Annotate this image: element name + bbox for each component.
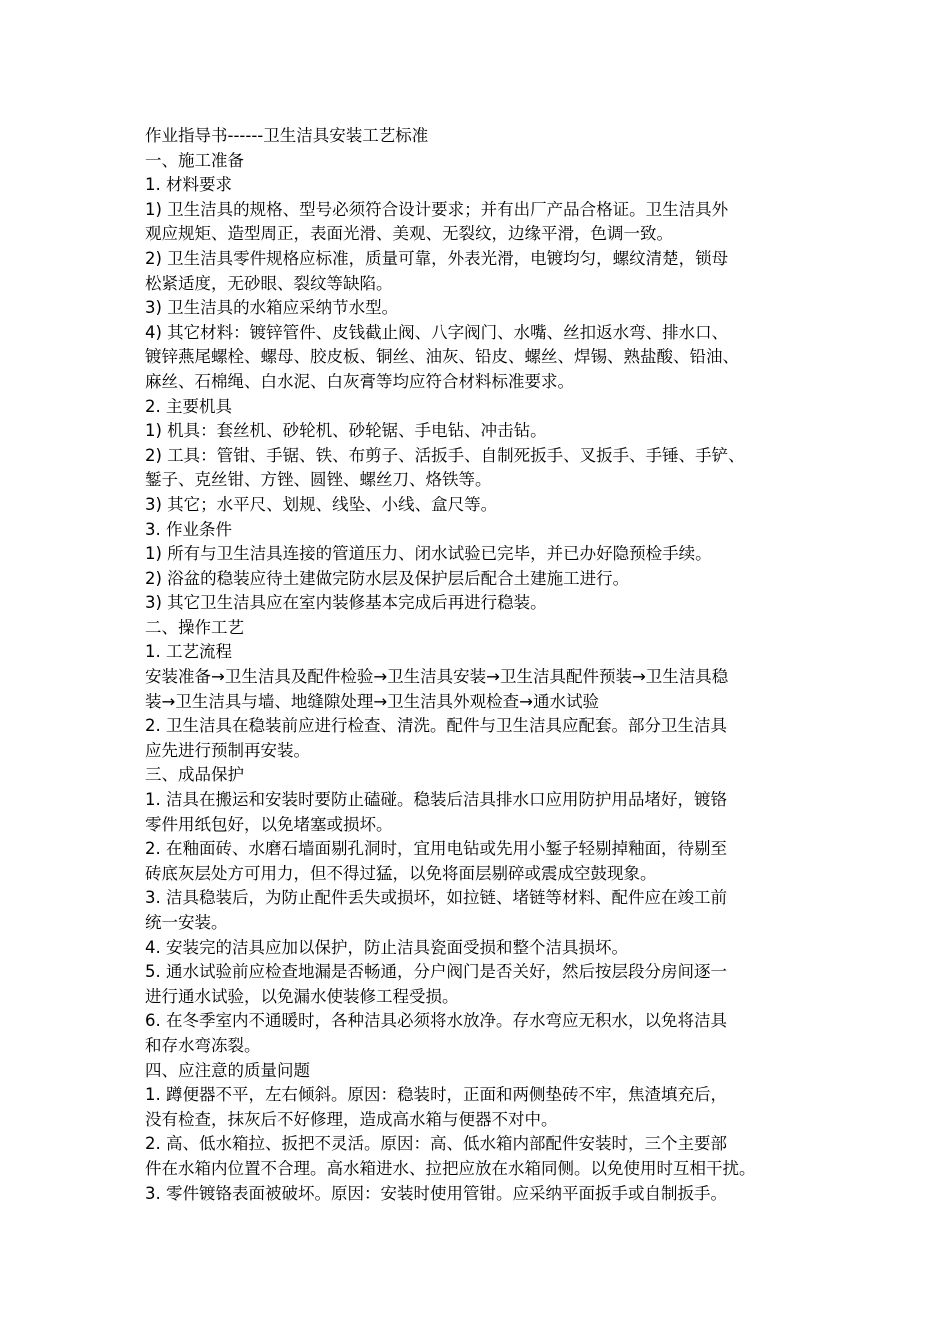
document-body — [145, 124, 825, 1206]
text-line: 4. 安装完的洁具应加以保护，防止洁具瓷面受损和整个洁具损坏。 — [145, 937, 628, 957]
subsection-heading: 1. 工艺流程 — [145, 642, 232, 662]
text-line: 3. 洁具稳装后，为防止配件丢失或损坏，如拉链、堵链等材料、配件应在竣工前 — [145, 888, 727, 908]
text-line: 2) 工具：管钳、手锯、铁、布剪子、活扳手、自制死扳手、叉扳手、手锤、手铲、 — [145, 445, 745, 465]
text-line: 2) 浴盆的稳装应待土建做完防水层及保护层后配合土建施工进行。 — [145, 568, 630, 588]
text-line: 统一安装。 — [145, 913, 228, 932]
text-line: 麻丝、石棉绳、白水泥、白灰膏等均应符合材料标准要求。 — [145, 371, 574, 391]
text-line: 1) 卫生洁具的规格、型号必须符合设计要求；并有出厂产品合格证。卫生洁具外 — [145, 199, 729, 219]
text-line: 1. 洁具在搬运和安装时要防止磕碰。稳装后洁具排水口应用防护用品堵好，镀铬 — [145, 790, 727, 810]
text-line: 2. 高、低水箱拉、扳把不灵活。原因：高、低水箱内部配件安装时，三个主要部 — [145, 1134, 727, 1154]
section-heading: 二、操作工艺 — [145, 617, 244, 637]
text-line: 2) 卫生洁具零件规格应标准，质量可靠，外表光滑，电镀均匀，螺纹清楚，锁母 — [145, 248, 729, 268]
text-line: 装→卫生洁具与墙、地缝隙处理→卫生洁具外观检查→通水试验 — [145, 691, 599, 711]
text-line: 1. 蹲便器不平，左右倾斜。原因：稳装时，正面和两侧垫砖不牢，焦渣填充后， — [145, 1085, 727, 1105]
text-line: 3) 卫生洁具的水箱应采纳节水型。 — [145, 298, 399, 318]
text-line: 6. 在冬季室内不通暖时，各种洁具必须将水放净。存水弯应无积水，以免将洁具 — [145, 1011, 727, 1031]
text-line: 镀锌燕尾螺栓、螺母、胶皮板、铜丝、油灰、铅皮、螺丝、焊锡、熟盐酸、铅油、 — [145, 347, 739, 367]
text-line: 1) 所有与卫生洁具连接的管道压力、闭水试验已完毕，并已办好隐预检手续。 — [145, 544, 712, 564]
text-line: 没有检查，抹灰后不好修理，造成高水箱与便器不对中。 — [145, 1109, 558, 1129]
section-heading: 四、应注意的质量问题 — [145, 1060, 310, 1080]
text-line: 2. 卫生洁具在稳装前应进行检查、清洗。配件与卫生洁具应配套。部分卫生洁具 — [145, 716, 727, 736]
text-line: 应先进行预制再安装。 — [145, 740, 310, 760]
subsection-heading: 3. 作业条件 — [145, 519, 232, 539]
section-heading: 三、成品保护 — [145, 765, 244, 785]
text-line: 4) 其它材料：镀锌管件、皮钱截止阀、八字阀门、水嘴、丝扣返水弯、排水口、 — [145, 322, 729, 342]
doc-title: 作业指导书------卫生洁具安装工艺标准 — [145, 126, 429, 145]
text-line: 和存水弯冻裂。 — [145, 1035, 261, 1055]
text-line: 安装准备→卫生洁具及配件检验→卫生洁具安装→卫生洁具配件预装→卫生洁具稳 — [145, 667, 729, 687]
text-line: 錾子、克丝钳、方锉、圆锉、螺丝刀、烙铁等。 — [145, 470, 492, 490]
text-line: 砖底灰层处方可用力，但不得过猛，以免将面层剔碎或震成空鼓现象。 — [145, 863, 657, 883]
text-line: 5. 通水试验前应检查地漏是否畅通，分户阀门是否关好，然后按层段分房间逐一 — [145, 962, 727, 982]
text-line: 2. 在釉面砖、水磨石墙面剔孔洞时，宜用电钻或先用小錾子轻剔掉釉面，待剔至 — [145, 839, 727, 859]
text-line: 3) 其它；水平尺、划规、线坠、小线、盒尺等。 — [145, 494, 498, 514]
text-line: 进行通水试验，以免漏水使装修工程受损。 — [145, 986, 459, 1006]
text-line: 观应规矩、造型周正，表面光滑、美观、无裂纹，边缘平滑，色调一致。 — [145, 224, 673, 244]
text-line: 3. 零件镀铬表面被破坏。原因：安装时使用管钳。应采纳平面扳手或自制扳手。 — [145, 1183, 727, 1203]
section-heading: 一、施工准备 — [145, 150, 244, 170]
subsection-heading: 2. 主要机具 — [145, 396, 232, 416]
text-line: 零件用纸包好，以免堵塞或损坏。 — [145, 814, 393, 834]
text-line: 松紧适度，无砂眼、裂纹等缺陷。 — [145, 273, 393, 293]
subsection-heading: 1. 材料要求 — [145, 175, 232, 195]
text-line: 3) 其它卫生洁具应在室内装修基本完成后再进行稳装。 — [145, 593, 547, 613]
text-line: 1) 机具：套丝机、砂轮机、砂轮锯、手电钻、冲击钻。 — [145, 421, 547, 441]
text-line: 件在水箱内位置不合理。高水箱进水、拉把应放在水箱同侧。以免使用时互相干扰。 — [145, 1158, 756, 1178]
